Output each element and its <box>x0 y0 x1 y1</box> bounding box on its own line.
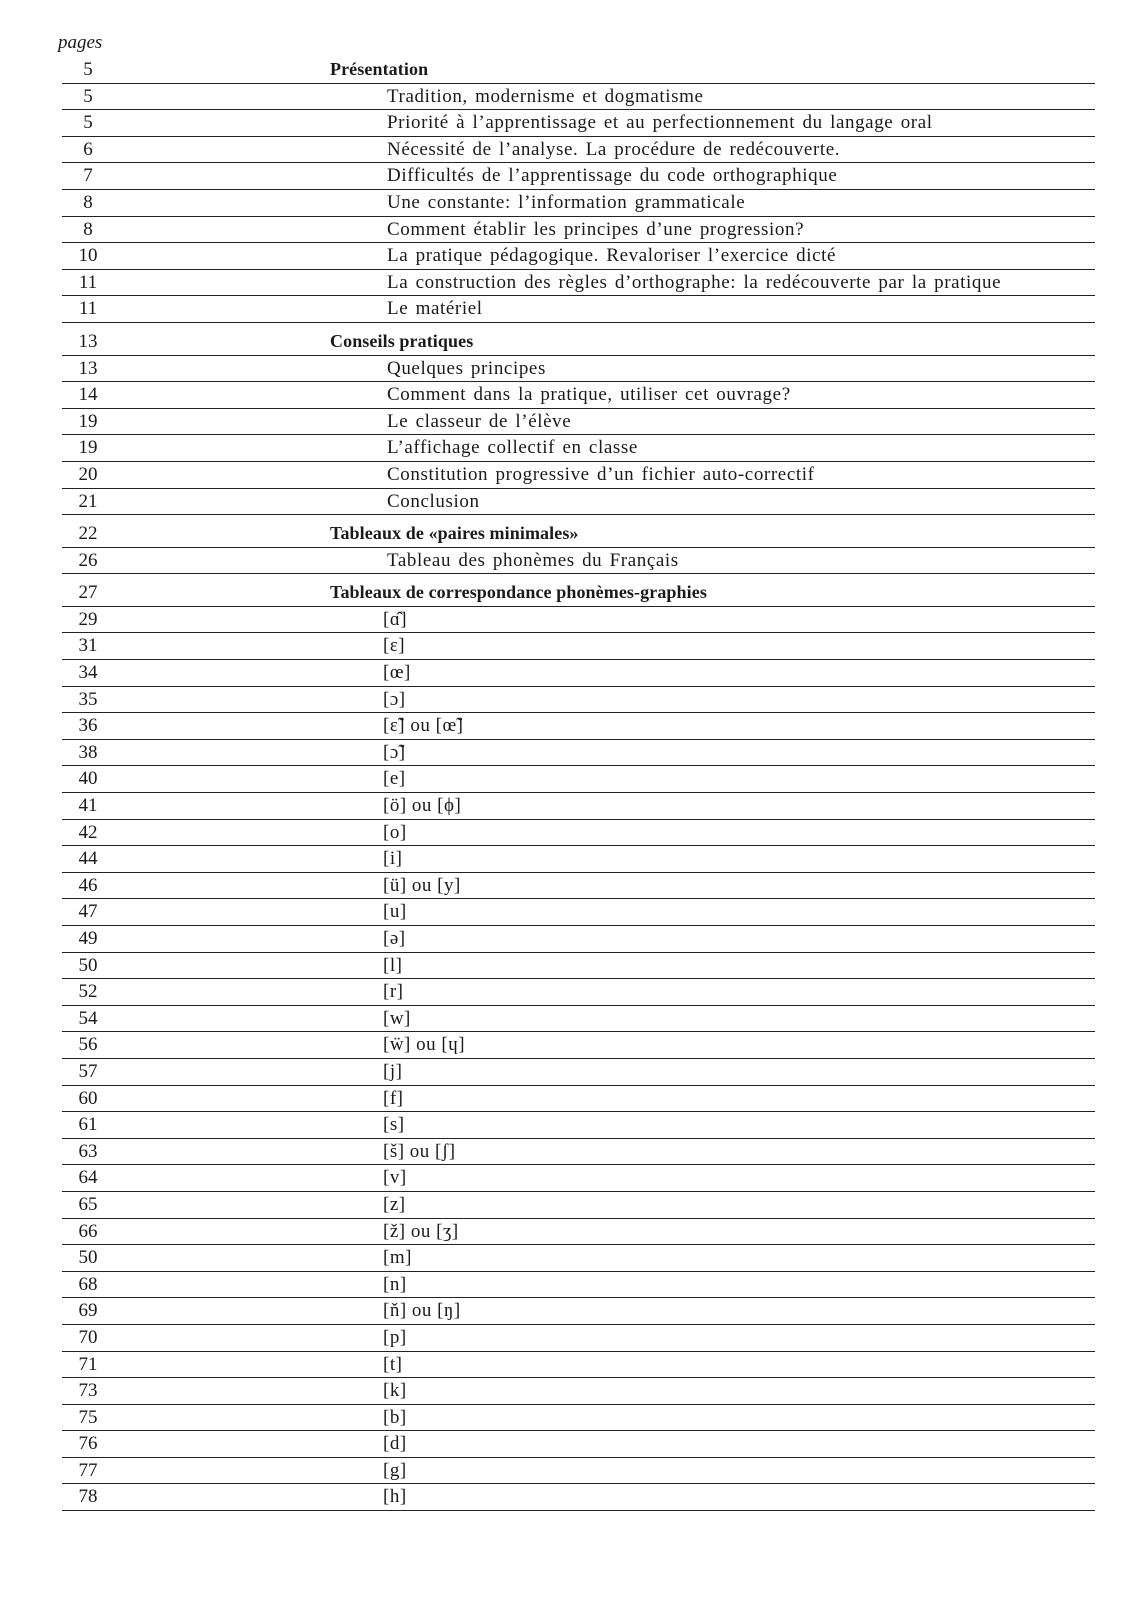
toc-entry-row <box>62 873 1095 900</box>
page-number: 8 <box>83 191 93 213</box>
entry-title: Conclusion <box>387 490 480 512</box>
page-number: 19 <box>78 437 98 459</box>
entry-title: Comment dans la pratique, utiliser cet ouvrage? <box>387 384 791 406</box>
toc-entry-row <box>62 926 1095 953</box>
phoneme-entry: [ẅ] ou [ɥ] <box>383 1034 466 1056</box>
toc-entry-row <box>62 217 1095 244</box>
phoneme-entry: [m] <box>383 1247 412 1269</box>
phoneme-entry: [ö] ou [ϕ] <box>383 795 462 817</box>
toc-entry-row <box>62 356 1095 383</box>
entry-title: Une constante: l’information grammaticale <box>387 191 746 213</box>
page-number: 68 <box>78 1273 98 1295</box>
page-number: 41 <box>78 795 98 817</box>
phoneme-entry: [r] <box>383 981 404 1003</box>
page-number: 78 <box>78 1486 98 1508</box>
page-number: 13 <box>78 357 98 379</box>
toc-entry-row <box>62 1352 1095 1379</box>
section-title: Tableaux de «paires minimales» <box>330 523 579 544</box>
pages-column-label: pages <box>58 32 103 53</box>
toc-entry-row <box>62 1458 1095 1485</box>
page-number: 21 <box>78 490 98 512</box>
toc-entry-row <box>62 163 1095 190</box>
toc-entry-row <box>62 243 1095 270</box>
toc-entry-row <box>62 1298 1095 1325</box>
phoneme-entry: [u] <box>383 901 407 923</box>
page-number: 50 <box>78 1247 98 1269</box>
entry-title: Quelques principes <box>387 357 546 379</box>
phoneme-entry: [ü] ou [y] <box>383 874 461 896</box>
phoneme-entry: [ɑ̂] <box>383 608 408 630</box>
toc-entry-row <box>62 1192 1095 1219</box>
toc-entry-row <box>62 1325 1095 1352</box>
page-number: 71 <box>78 1353 98 1375</box>
page-number: 14 <box>78 384 98 406</box>
page-number: 60 <box>78 1087 98 1109</box>
page-number: 77 <box>78 1459 98 1481</box>
toc-entry-row <box>62 687 1095 714</box>
phoneme-entry: [l] <box>383 954 403 976</box>
entry-title: Comment établir les principes d’une progression? <box>387 218 805 240</box>
toc-entry-row <box>62 899 1095 926</box>
toc-entry-row <box>62 1245 1095 1272</box>
toc-section <box>62 57 1095 323</box>
entry-title: Nécessité de l’analyse. La procédure de redécouverte. <box>387 138 841 160</box>
phoneme-entry: [o] <box>383 821 407 843</box>
page-number: 46 <box>78 874 98 896</box>
toc-entry-row <box>62 793 1095 820</box>
page-number: 5 <box>83 85 93 107</box>
toc-section <box>62 580 1095 1511</box>
entry-title: Constitution progressive d’un fichier auto-correctif <box>387 463 815 485</box>
entry-title: Le matériel <box>387 298 483 320</box>
toc-entry-row <box>62 1484 1095 1511</box>
page-number: 73 <box>78 1380 98 1402</box>
phoneme-entry: [i] <box>383 848 403 870</box>
phoneme-entry: [j] <box>383 1060 403 1082</box>
page-number: 27 <box>78 582 98 604</box>
phoneme-entry: [ɛ̃] ou [œ̃] <box>383 715 464 737</box>
toc-entry-row <box>62 190 1095 217</box>
toc-entry-row <box>62 633 1095 660</box>
page-number: 8 <box>83 218 93 240</box>
page-number: 38 <box>78 741 98 763</box>
section-heading-row <box>62 329 1095 356</box>
phoneme-entry: [v] <box>383 1167 407 1189</box>
page-number: 5 <box>83 59 93 80</box>
page-number: 11 <box>78 271 98 293</box>
phoneme-entry: [w] <box>383 1007 411 1029</box>
page-number: 56 <box>78 1034 98 1056</box>
page-number: 64 <box>78 1167 98 1189</box>
page-number: 54 <box>78 1007 98 1029</box>
toc-entry-row <box>62 1431 1095 1458</box>
page-number: 61 <box>78 1114 98 1136</box>
page-number: 42 <box>78 821 98 843</box>
page-number: 44 <box>78 848 98 870</box>
section-title: Présentation <box>330 59 429 79</box>
page-number: 36 <box>78 715 98 737</box>
page-number: 70 <box>78 1326 98 1348</box>
toc-entry-row <box>62 1272 1095 1299</box>
toc-entry-row <box>62 489 1095 516</box>
page-number: 7 <box>83 165 93 187</box>
section-heading-row <box>62 521 1095 548</box>
section-heading-row <box>62 580 1095 607</box>
toc-entry-row <box>62 435 1095 462</box>
page-number: 22 <box>78 523 98 545</box>
toc-entry-row <box>62 1139 1095 1166</box>
page-number: 76 <box>78 1433 98 1455</box>
phoneme-entry: [t] <box>383 1353 403 1375</box>
page-number: 75 <box>78 1406 98 1428</box>
entry-title: La pratique pédagogique. Revaloriser l’exercice dicté <box>387 245 837 267</box>
toc-entry-row <box>62 548 1095 575</box>
phoneme-entry: [ž] ou [ʒ] <box>383 1220 459 1242</box>
toc-entry-row <box>62 84 1095 111</box>
phoneme-entry: [d] <box>383 1433 407 1455</box>
page-number: 40 <box>78 768 98 790</box>
phoneme-entry: [f] <box>383 1087 404 1109</box>
toc-entry-row <box>62 1032 1095 1059</box>
phoneme-entry: [z] <box>383 1193 406 1215</box>
page-number: 57 <box>78 1060 98 1082</box>
entry-title: Tradition, modernisme et dogmatisme <box>387 85 704 107</box>
page-number: 63 <box>78 1140 98 1162</box>
toc-entry-row <box>62 953 1095 980</box>
page-number: 19 <box>78 410 98 432</box>
page-number: 29 <box>78 608 98 630</box>
phoneme-entry: [k] <box>383 1380 407 1402</box>
page-number: 26 <box>78 549 98 571</box>
toc-entry-row <box>62 820 1095 847</box>
toc-entry-row <box>62 296 1095 323</box>
toc-entry-row <box>62 462 1095 489</box>
page-number: 49 <box>78 928 98 949</box>
toc-entry-row <box>62 660 1095 687</box>
toc-entry-row <box>62 1086 1095 1113</box>
page-number: 35 <box>78 688 98 710</box>
toc-entry-row <box>62 1405 1095 1432</box>
page-number: 50 <box>78 954 98 976</box>
page-number: 52 <box>78 981 98 1003</box>
page-number: 11 <box>78 298 98 320</box>
entry-title: Tableau des phonèmes du Français <box>387 549 679 571</box>
page-number: 13 <box>78 330 98 352</box>
phoneme-entry: [g] <box>383 1459 407 1481</box>
phoneme-entry: [b] <box>383 1406 407 1428</box>
page-number: 5 <box>83 112 93 134</box>
phoneme-entry: [ɔ̃] <box>383 741 406 763</box>
table-of-contents <box>62 57 1095 1517</box>
phoneme-entry: [ə] <box>383 928 406 949</box>
toc-entry-row <box>62 409 1095 436</box>
phoneme-entry: [ɛ] <box>383 635 406 657</box>
toc-entry-row <box>62 607 1095 634</box>
toc-entry-row <box>62 110 1095 137</box>
phoneme-entry: [h] <box>383 1486 407 1508</box>
phoneme-entry: [ň] ou [ŋ] <box>383 1300 461 1322</box>
page-number: 6 <box>83 138 93 160</box>
page-number: 20 <box>78 463 98 485</box>
toc-entry-row <box>62 382 1095 409</box>
section-title: Tableaux de correspondance phonèmes-graphies <box>330 582 707 603</box>
section-heading-row <box>62 57 1095 84</box>
phoneme-entry: [e] <box>383 768 406 790</box>
phoneme-entry: [š] ou [ʃ] <box>383 1140 456 1162</box>
phoneme-entry: [p] <box>383 1326 407 1348</box>
toc-entry-row <box>62 979 1095 1006</box>
page-number: 47 <box>78 901 98 923</box>
phoneme-entry: [ɔ] <box>383 688 406 710</box>
phoneme-entry: [œ] <box>383 662 411 684</box>
entry-title: La construction des règles d’orthographe: la redécouverte par la pratique <box>387 271 1002 293</box>
toc-entry-row <box>62 1059 1095 1086</box>
page-number: 31 <box>78 635 98 657</box>
toc-entry-row <box>62 1112 1095 1139</box>
entry-title: Le classeur de l’élève <box>387 410 572 432</box>
toc-entry-row <box>62 740 1095 767</box>
page-number: 66 <box>78 1220 98 1242</box>
toc-entry-row <box>62 1006 1095 1033</box>
toc-entry-row <box>62 1378 1095 1405</box>
toc-entry-row <box>62 270 1095 297</box>
toc-entry-row <box>62 1219 1095 1246</box>
page-number: 65 <box>78 1193 98 1215</box>
toc-entry-row <box>62 713 1095 740</box>
phoneme-entry: [s] <box>383 1114 405 1136</box>
phoneme-entry: [n] <box>383 1273 407 1295</box>
toc-entry-row <box>62 1165 1095 1192</box>
toc-entry-row <box>62 137 1095 164</box>
entry-title: Difficultés de l’apprentissage du code orthographique <box>387 165 838 187</box>
section-title: Conseils pratiques <box>330 330 474 351</box>
toc-section <box>62 329 1095 515</box>
toc-entry-row <box>62 846 1095 873</box>
page-number: 34 <box>78 662 98 684</box>
toc-section <box>62 521 1095 574</box>
entry-title: L’affichage collectif en classe <box>387 437 638 459</box>
toc-entry-row <box>62 766 1095 793</box>
entry-title: Priorité à l’apprentissage et au perfectionnement du langage oral <box>387 112 933 134</box>
page-number: 10 <box>78 245 98 267</box>
page-number: 69 <box>78 1300 98 1322</box>
